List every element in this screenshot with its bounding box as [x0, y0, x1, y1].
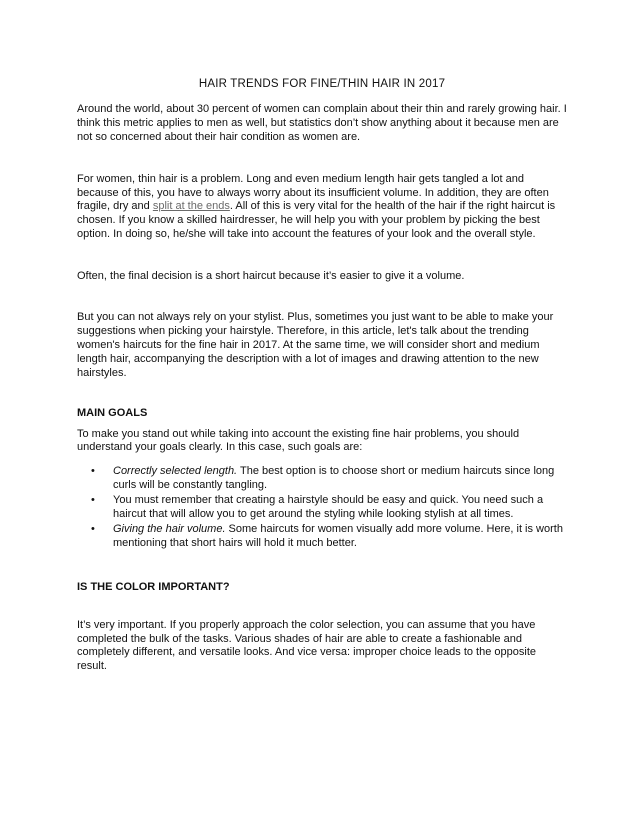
bullet-icon: • [91, 522, 95, 535]
paragraph-short-haircut: Often, the final decision is a short haircut because it’s easier to give it a volume. [77, 270, 465, 283]
main-goals-intro: To make you stand out while taking into account the existing fine hair problems, you should understand your goals clearly. In this case, such goals are: [77, 427, 520, 454]
main-goals-heading: MAIN GOALS [77, 406, 148, 419]
main-goals-list [77, 465, 567, 550]
color-paragraph: It’s very important. If you properly approach the color selection, you can assume that you have completed the bulk of the tasks. Various shades of hair are able to create a fashionable and completely different, and versatile looks. And vice versa: improper choice leads to the opposite result. [77, 618, 536, 673]
goal-item-emphasis: Giving the hair volume. [113, 522, 226, 535]
color-heading: IS THE COLOR IMPORTANT? [77, 580, 230, 593]
bullet-icon: • [91, 494, 95, 507]
bullet-icon: • [91, 465, 95, 478]
goal-item-text: The best option is to choose short or medium haircuts since long curls will be constantly tangling. [113, 465, 555, 492]
paragraph-text-before-link: For women, thin hair is a problem. Long and even medium length hair gets tangled a lot and because of this, you have to always worry about its insufficient volume. In addition, they are often fragile, dry and [77, 172, 549, 213]
document-title: HAIR TRENDS FOR FINE/THIN HAIR IN 2017 [198, 78, 446, 90]
goal-item-text: Some haircuts for women visually add more volume. Here, it is worth mentioning that short hairs will hold it much better. [113, 522, 563, 549]
goal-item-emphasis: Correctly selected length. [113, 465, 238, 478]
goal-item-length [77, 465, 567, 493]
paragraph-thin-hair-problem [77, 173, 567, 243]
split-ends-link[interactable]: split at the ends [152, 200, 230, 213]
paragraph-text-after-link: . All of this is very vital for the health of the hair if the right haircut is chosen. If you know a skilled hairdresser, he will help you with your problem by picking the best option. In doing so, he/she will take into account the features of your look and the overall style. [77, 200, 556, 241]
intro-paragraph: Around the world, about 30 percent of women can complain about their thin and rarely growing hair. I think this metric applies to men as well, but statistics don’t show anything about it because men are not so concerned about their hair condition as women are. [77, 102, 567, 143]
goal-item-volume [77, 523, 567, 551]
goal-item-easy-styling [77, 494, 567, 522]
paragraph-stylist: But you can not always rely on your stylist. Plus, sometimes you just want to be able to make your suggestions when picking your hairstyle. Therefore, in this article, let's talk about the trending women's haircuts for the fine hair in 2017. At the same time, we will consider short and medium length hair, accompanying the description with a lot of images and drawing attention to the new hairstyles. [77, 311, 554, 379]
document-page [77, 78, 567, 674]
goal-item-text: You must remember that creating a hairstyle should be easy and quick. You need such a haircut that will allow you to get around the styling while looking stylish at all times. [113, 494, 544, 521]
